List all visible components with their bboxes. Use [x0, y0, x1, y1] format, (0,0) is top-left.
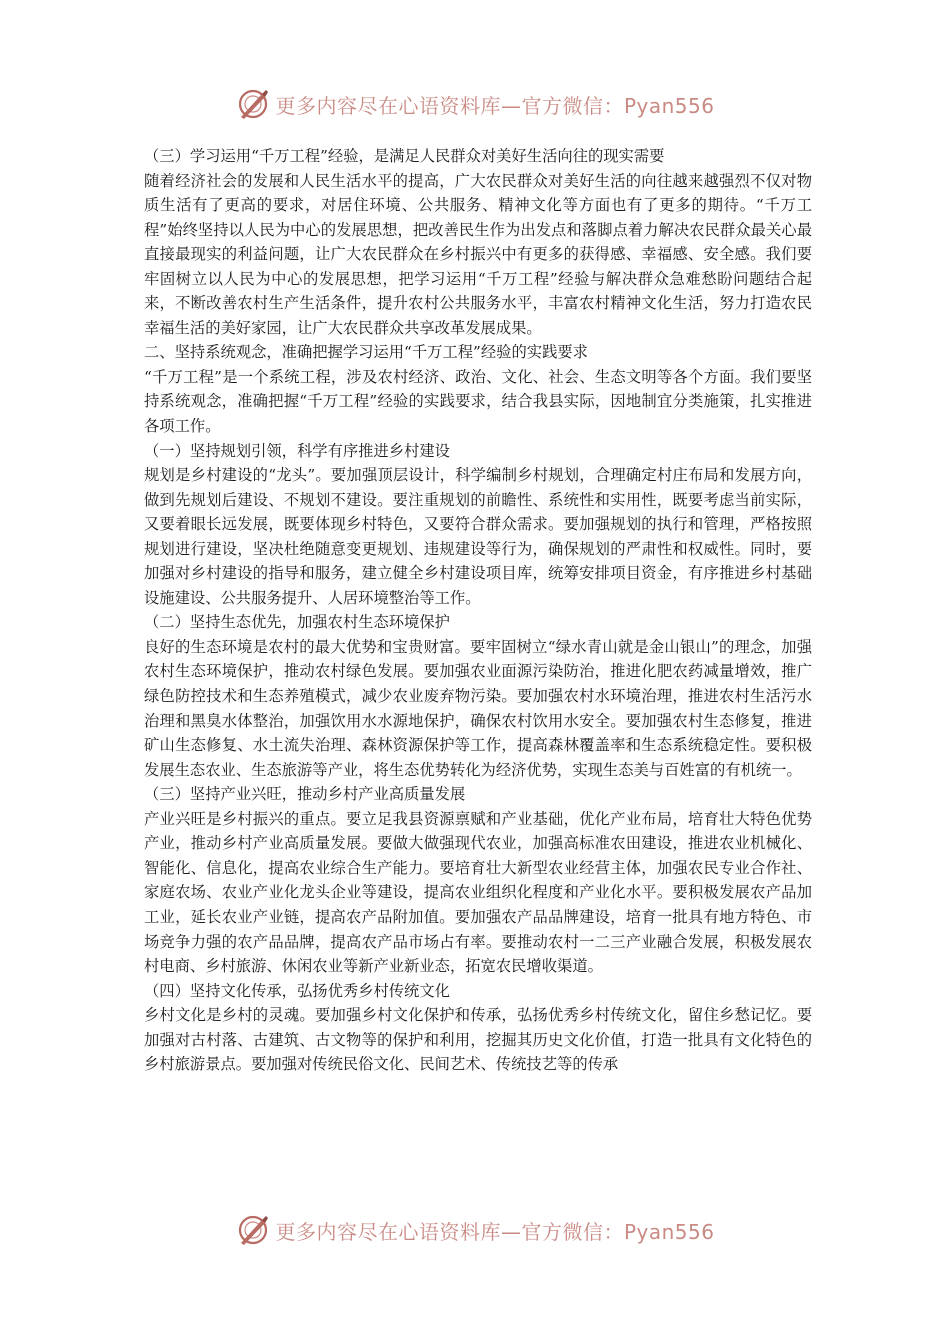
body-paragraph: 规划是乡村建设的“龙头”。要加强顶层设计，科学编制乡村规划，合理确定村庄布局和发展方向，做到先规划后建设、不规划不建设。要注重规划的前瞻性、系统性和实用性，既要考虑当前实际，又要着眼长远发展，既要体现乡村特色，又要符合群众需求。要加强规划的执行和管理，严格按照规划进行建设，坚决杜绝随意变更规划、违规建设等行为，确保规划的严肃性和权威性。同时，要加强对乡村建设的指导和服务，建立健全乡村建设项目库，统筹安排项目资金，有序推进乡村基础设施建设、公共服务提升、人居环境整治等工作。 — [144, 466, 812, 607]
footer-banner-text: 更多内容尽在心语资料库—官方微信：Pyan556 — [275, 1219, 715, 1244]
header-banner — [0, 84, 950, 124]
body-paragraph: 良好的生态环境是农村的最大优势和宝贵财富。要牢固树立“绿水青山就是金山银山”的理念，加强农村生态环境保护，推动农村绿色发展。要加强农业面源污染防治，推进化肥农药减量增效，推广绿色防控技术和生态养殖模式，减少农业废弃物污染。要加强农村水环境治理，推进农村生活污水治理和黑臭水体整治，加强饮用水水源地保护，确保农村饮用水安全。要加强农村生态修复，推进矿山生态修复、水土流失治理、森林资源保护等工作，提高森林覆盖率和生态系统稳定性。要积极发展生态农业、生态旅游等产业，将生态优势转化为经济优势，实现生态美与百姓富的有机统一。 — [144, 637, 812, 779]
pen-circle-logo-icon — [235, 86, 271, 122]
body-paragraph: 乡村文化是乡村的灵魂。要加强乡村文化保护和传承，弘扬优秀乡村传统文化，留住乡愁记忆。要加强对古村落、古建筑、古文物等的保护和利用，挖掘其历史文化价值，打造一批具有文化特色的乡村旅游景点。要加强对传统民俗文化、民间艺术、传统技艺等的传承 — [144, 1006, 812, 1074]
document-body — [144, 144, 812, 1077]
subsection-heading: （四）坚持文化传承，弘扬优秀乡村传统文化 — [144, 981, 450, 1000]
body-paragraph: 随着经济社会的发展和人民生活水平的提高，广大农民群众对美好生活的向往越来越强烈不仅对物质生活有了更高的要求，对居住环境、公共服务、精神文化等方面也有了更多的期待。“千万工程”始终坚持以人民为中心的发展思想，把改善民生作为出发点和落脚点着力解决农民群众最关心最直接最现实的利益问题，让广大农民群众在乡村振兴中有更多的获得感、幸福感、安全感。我们要牢固树立以人民为中心的发展思想，把学习运用“千万工程”经验与解决群众急难愁盼问题结合起来，不断改善农村生产生活条件，提升农村公共服务水平，丰富农村精神文化生活，努力打造农民幸福生活的美好家园，让广大农民群众共享改革发展成果。 — [144, 171, 812, 337]
subsection-heading: （三）学习运用“千万工程”经验，是满足人民群众对美好生活向往的现实需要 — [144, 147, 665, 165]
footer-banner-inner — [235, 1212, 714, 1248]
body-paragraph: 产业兴旺是乡村振兴的重点。要立足我县资源禀赋和产业基础，优化产业布局，培育壮大特色优势产业，推动乡村产业高质量发展。要做大做强现代农业，加强高标准农田建设，推进农业机械化、智能化、信息化，提高农业综合生产能力。要培育壮大新型农业经营主体，加强农民专业合作社、家庭农场、农业产业化龙头企业等建设，提高农业组织化程度和产业化水平。要积极发展农产品加工业，延长农业产业链，提高农产品附加值。要加强农产品品牌建设，培育一批具有地方特色、市场竞争力强的农产品品牌，提高农产品市场占有率。要推动农村一二三产业融合发展，积极发展农村电商、乡村旅游、休闲农业等新产业新业态，拓宽农民增收渠道。 — [144, 809, 812, 976]
subsection-heading: （二）坚持生态优先，加强农村生态环境保护 — [144, 613, 450, 632]
subsection-heading: （一）坚持规划引领，科学有序推进乡村建设 — [144, 441, 450, 460]
section-heading: 二、坚持系统观念，准确把握学习运用“千万工程”经验的实践要求 — [144, 343, 588, 362]
header-banner-inner — [235, 86, 714, 122]
body-paragraph: “千万工程”是一个系统工程，涉及农村经济、政治、文化、社会、生态文明等各个方面。我们要坚持系统观念，准确把握“千万工程”经验的实践要求，结合我县实际，因地制宜分类施策，扎实推进各项工作。 — [144, 367, 812, 436]
footer-banner — [0, 1210, 950, 1250]
header-banner-text: 更多内容尽在心语资料库—官方微信：Pyan556 — [275, 93, 715, 118]
subsection-heading: （三）坚持产业兴旺，推动乡村产业高质量发展 — [144, 785, 466, 804]
pen-circle-logo-icon — [235, 1212, 271, 1248]
